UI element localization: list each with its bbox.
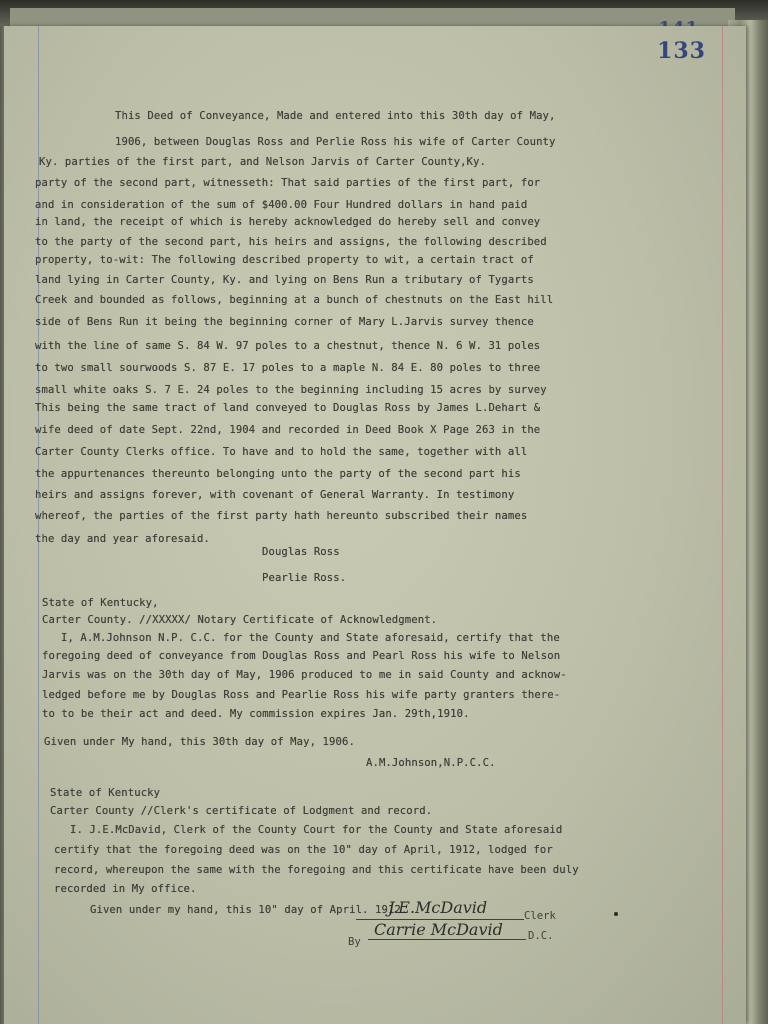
notary-given-line: Given under My hand, this 30th day of May, 1906. [44, 736, 355, 748]
deed-line: This being the same tract of land conveyed to Douglas Ross by James L.Dehart & [35, 402, 541, 414]
deed-line: Ky. parties of the first part, and Nelson Jarvis of Carter County,Ky. [39, 156, 486, 168]
deed-line: heirs and assigns forever, with covenant of General Warranty. In testimony [35, 489, 515, 501]
left-margin-rule [38, 26, 39, 1024]
clerk-given-line: Given under my hand, this 10" day of April. 1912. [90, 904, 408, 916]
clerk-line: certify that the foregoing deed was on the 10" day of April, 1912, lodged for [54, 844, 553, 856]
deed-line: Creek and bounded as follows, beginning at a bunch of chestnuts on the East hill [35, 294, 554, 306]
deed-line: with the line of same S. 84 W. 97 poles to a chestnut, thence N. 6 W. 31 poles [35, 340, 541, 352]
clerk-title: Clerk [524, 910, 556, 922]
notary-line: foregoing deed of conveyance from Douglas Ross and Pearl Ross his wife to Nelson [42, 650, 561, 662]
deed-line: wife deed of date Sept. 22nd, 1904 and recorded in Deed Book X Page 263 in the [35, 424, 541, 436]
clerk-state: State of Kentucky [50, 787, 161, 799]
notary-state: State of Kentucky, [42, 597, 159, 609]
deed-line: whereof, the parties of the first party hath hereunto subscribed their names [35, 510, 528, 522]
deed-line: property, to-wit: The following described property to wit, a certain tract of [35, 254, 534, 266]
deputy-title: D.C. [528, 930, 554, 942]
grantor-signature: Douglas Ross [262, 546, 340, 558]
deed-line: the day and year aforesaid. [35, 533, 210, 545]
deed-line: Carter County Clerks office. To have and to hold the same, together with all [35, 446, 528, 458]
by-label: By [348, 936, 361, 948]
notary-line: ledged before me by Douglas Ross and Pearlie Ross his wife party granters there- [42, 689, 561, 701]
deed-line: to two small sourwoods S. 87 E. 17 poles to a maple N. 84 E. 80 poles to three [35, 362, 541, 374]
deputy-signature-rule [368, 939, 526, 940]
page-number: 133 [657, 38, 706, 64]
deed-line: side of Bens Run it being the beginning corner of Mary L.Jarvis survey thence [35, 316, 534, 328]
clerk-line: recorded in My office. [54, 883, 197, 895]
grantor-signature: Pearlie Ross. [262, 572, 347, 584]
notary-signature: A.M.Johnson,N.P.C.C. [366, 757, 496, 769]
deed-line: This Deed of Conveyance, Made and entered into this 30th day of May, [115, 110, 556, 122]
deputy-handwritten-signature: Carrie McDavid [374, 920, 503, 939]
notary-line: Jarvis was on the 30th day of May, 1906 produced to me in said County and acknow- [42, 669, 567, 681]
deed-line: land lying in Carter County, Ky. and lying on Bens Run a tributary of Tygarts [35, 274, 534, 286]
record-page [4, 26, 746, 1024]
deed-line: party of the second part, witnesseth: That said parties of the first part, for [35, 177, 541, 189]
clerk-county-heading: Carter County //Clerk's certificate of Lodgment and record. [50, 805, 433, 817]
right-margin-rule [722, 26, 723, 1024]
deed-line: and in consideration of the sum of $400.00 Four Hundred dollars in hand paid [35, 199, 528, 211]
clerk-handwritten-signature: J.E.McDavid [388, 898, 488, 917]
ink-dot [614, 912, 618, 916]
notary-line: I, A.M.Johnson N.P. C.C. for the County and State aforesaid, certify that the [61, 632, 560, 644]
deed-line: the appurtenances thereunto belonging unto the party of the second part his [35, 468, 521, 480]
deed-line: 1906, between Douglas Ross and Perlie Ross his wife of Carter County [115, 136, 556, 148]
notary-county-heading: Carter County. //XXXXX/ Notary Certificate of Acknowledgment. [42, 614, 438, 626]
deed-line: in land, the receipt of which is hereby acknowledged do hereby sell and convey [35, 216, 541, 228]
deed-line: small white oaks S. 7 E. 24 poles to the beginning including 15 acres by survey [35, 384, 547, 396]
clerk-line: record, whereupon the same with the foregoing and this certificate have been duly [54, 864, 579, 876]
deed-line: to the party of the second part, his heirs and assigns, the following described [35, 236, 547, 248]
notary-line: to to be their act and deed. My commission expires Jan. 29th,1910. [42, 708, 470, 720]
clerk-line: I. J.E.McDavid, Clerk of the County Court for the County and State aforesaid [70, 824, 563, 836]
